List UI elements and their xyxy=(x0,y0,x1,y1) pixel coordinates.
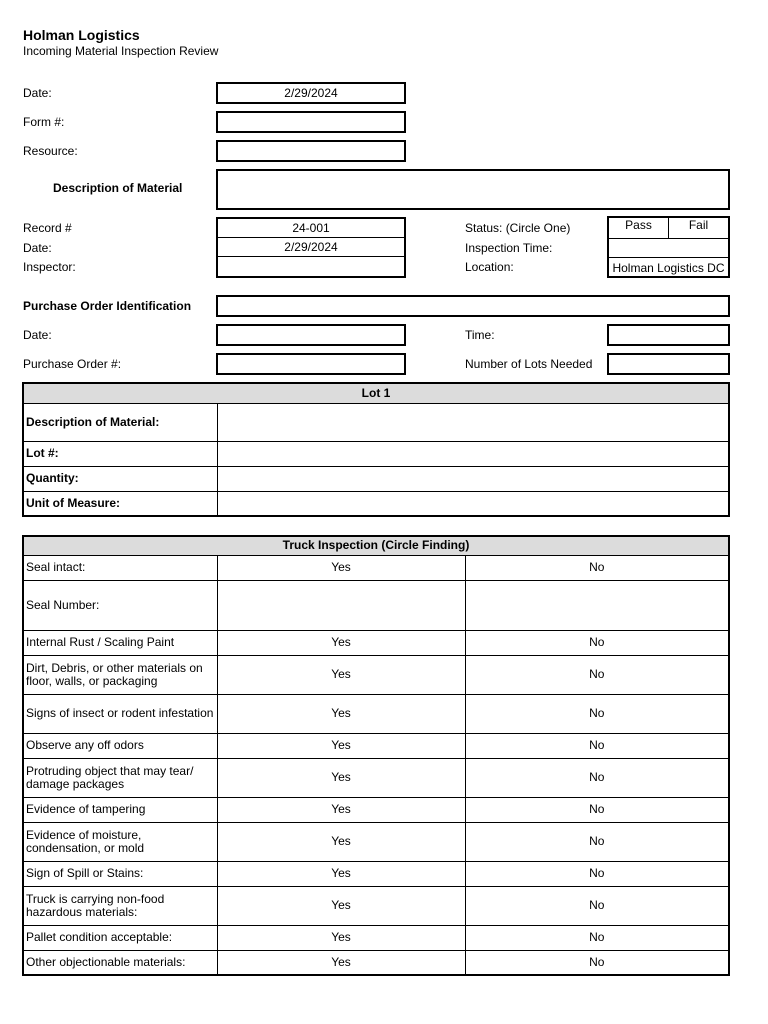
inspection-time-label: Inspection Time: xyxy=(465,241,553,255)
yes-option[interactable]: Yes xyxy=(217,630,465,655)
lot-table xyxy=(22,382,730,517)
yes-option[interactable]: Yes xyxy=(217,733,465,758)
table-row xyxy=(23,886,729,925)
po-date-field[interactable] xyxy=(216,324,406,346)
lots-needed-label: Number of Lots Needed xyxy=(465,357,593,371)
yes-option[interactable]: Yes xyxy=(217,861,465,886)
yes-option[interactable]: Yes xyxy=(217,797,465,822)
po-time-field[interactable] xyxy=(607,324,730,346)
table-row xyxy=(23,950,729,975)
truck-row-label: Pallet condition acceptable: xyxy=(23,925,217,950)
no-option[interactable]: No xyxy=(465,655,729,694)
inspector-label: Inspector: xyxy=(23,260,76,274)
table-row xyxy=(23,758,729,797)
truck-row-label: Internal Rust / Scaling Paint xyxy=(23,630,217,655)
date-label: Date: xyxy=(23,86,52,100)
table-row xyxy=(23,861,729,886)
truck-row-label: Seal Number: xyxy=(23,580,217,630)
inspection-time-field[interactable] xyxy=(609,239,728,258)
no-option[interactable]: No xyxy=(465,694,729,733)
truck-inspection-table xyxy=(22,535,730,976)
truck-row-label: Evidence of moisture, condensation, or mold xyxy=(23,822,217,861)
status-label: Status: (Circle One) xyxy=(465,221,571,235)
purchase-order-heading-field[interactable] xyxy=(216,295,730,317)
no-option[interactable]: No xyxy=(465,733,729,758)
record-date-field[interactable]: 2/29/2024 xyxy=(218,238,404,257)
table-row xyxy=(23,655,729,694)
resource-field[interactable] xyxy=(216,140,406,162)
form-title: Incoming Material Inspection Review xyxy=(23,44,219,58)
description-of-material-label: Description of Material xyxy=(53,181,183,195)
lot-unit-field[interactable] xyxy=(217,491,729,516)
yes-option[interactable]: Yes xyxy=(217,822,465,861)
no-option[interactable]: No xyxy=(465,925,729,950)
record-number-field[interactable]: 24-001 xyxy=(218,219,404,238)
lot-quantity-field[interactable] xyxy=(217,466,729,491)
lot-row-label: Quantity: xyxy=(23,466,217,491)
truck-row-label: Other objectionable materials: xyxy=(23,950,217,975)
no-option[interactable]: No xyxy=(465,555,729,580)
table-row xyxy=(23,491,729,516)
company-name: Holman Logistics xyxy=(23,27,140,43)
status-pass[interactable]: Pass xyxy=(609,218,669,238)
seal-number-field[interactable] xyxy=(217,580,465,630)
truck-row-label: Seal intact: xyxy=(23,555,217,580)
yes-option[interactable]: Yes xyxy=(217,694,465,733)
truck-row-label: Protruding object that may tear/ damage packages xyxy=(23,758,217,797)
table-row xyxy=(23,403,729,441)
no-option[interactable]: No xyxy=(465,758,729,797)
lot-description-field[interactable] xyxy=(217,403,729,441)
po-number-field[interactable] xyxy=(216,353,406,375)
table-row xyxy=(23,580,729,630)
form-number-field[interactable] xyxy=(216,111,406,133)
yes-option[interactable]: Yes xyxy=(217,655,465,694)
truck-row-label: Evidence of tampering xyxy=(23,797,217,822)
table-row xyxy=(23,630,729,655)
yes-option[interactable]: Yes xyxy=(217,758,465,797)
inspector-field[interactable] xyxy=(218,257,404,276)
truck-row-label: Observe any off odors xyxy=(23,733,217,758)
truck-row-label: Truck is carrying non-food hazardous materials: xyxy=(23,886,217,925)
no-option[interactable]: No xyxy=(465,630,729,655)
truck-inspection-title: Truck Inspection (Circle Finding) xyxy=(23,536,729,555)
po-time-label: Time: xyxy=(465,328,495,342)
location-field[interactable]: Holman Logistics DC xyxy=(612,260,725,275)
location-label: Location: xyxy=(465,260,514,274)
no-option[interactable]: No xyxy=(465,797,729,822)
lots-needed-field[interactable] xyxy=(607,353,730,375)
lot-title: Lot 1 xyxy=(23,383,729,403)
table-row xyxy=(23,733,729,758)
record-box xyxy=(216,217,406,278)
record-number-label: Record # xyxy=(23,221,72,235)
lot-row-label: Unit of Measure: xyxy=(23,491,217,516)
date-field[interactable]: 2/29/2024 xyxy=(216,82,406,104)
table-row xyxy=(23,694,729,733)
table-row xyxy=(23,441,729,466)
truck-row-label: Sign of Spill or Stains: xyxy=(23,861,217,886)
description-of-material-field[interactable] xyxy=(216,169,730,210)
table-row xyxy=(23,555,729,580)
status-box xyxy=(607,216,730,278)
seal-number-extra-field[interactable] xyxy=(465,580,729,630)
table-row xyxy=(23,925,729,950)
truck-row-label: Signs of insect or rodent infestation xyxy=(23,694,217,733)
table-row xyxy=(23,822,729,861)
no-option[interactable]: No xyxy=(465,886,729,925)
no-option[interactable]: No xyxy=(465,950,729,975)
status-fail[interactable]: Fail xyxy=(688,218,709,232)
po-number-label: Purchase Order #: xyxy=(23,357,122,371)
lot-row-label: Description of Material: xyxy=(23,403,217,441)
resource-label: Resource: xyxy=(23,144,78,158)
yes-option[interactable]: Yes xyxy=(217,925,465,950)
record-date-label: Date: xyxy=(23,241,52,255)
purchase-order-heading: Purchase Order Identification xyxy=(23,299,192,313)
yes-option[interactable]: Yes xyxy=(217,555,465,580)
table-row xyxy=(23,797,729,822)
yes-option[interactable]: Yes xyxy=(217,950,465,975)
po-date-label: Date: xyxy=(23,328,52,342)
no-option[interactable]: No xyxy=(465,861,729,886)
lot-row-label: Lot #: xyxy=(23,441,217,466)
form-number-label: Form #: xyxy=(23,115,65,129)
yes-option[interactable]: Yes xyxy=(217,886,465,925)
lot-number-field[interactable] xyxy=(217,441,729,466)
table-row xyxy=(23,466,729,491)
no-option[interactable]: No xyxy=(465,822,729,861)
truck-row-label: Dirt, Debris, or other materials on floor, walls, or packaging xyxy=(23,655,217,694)
